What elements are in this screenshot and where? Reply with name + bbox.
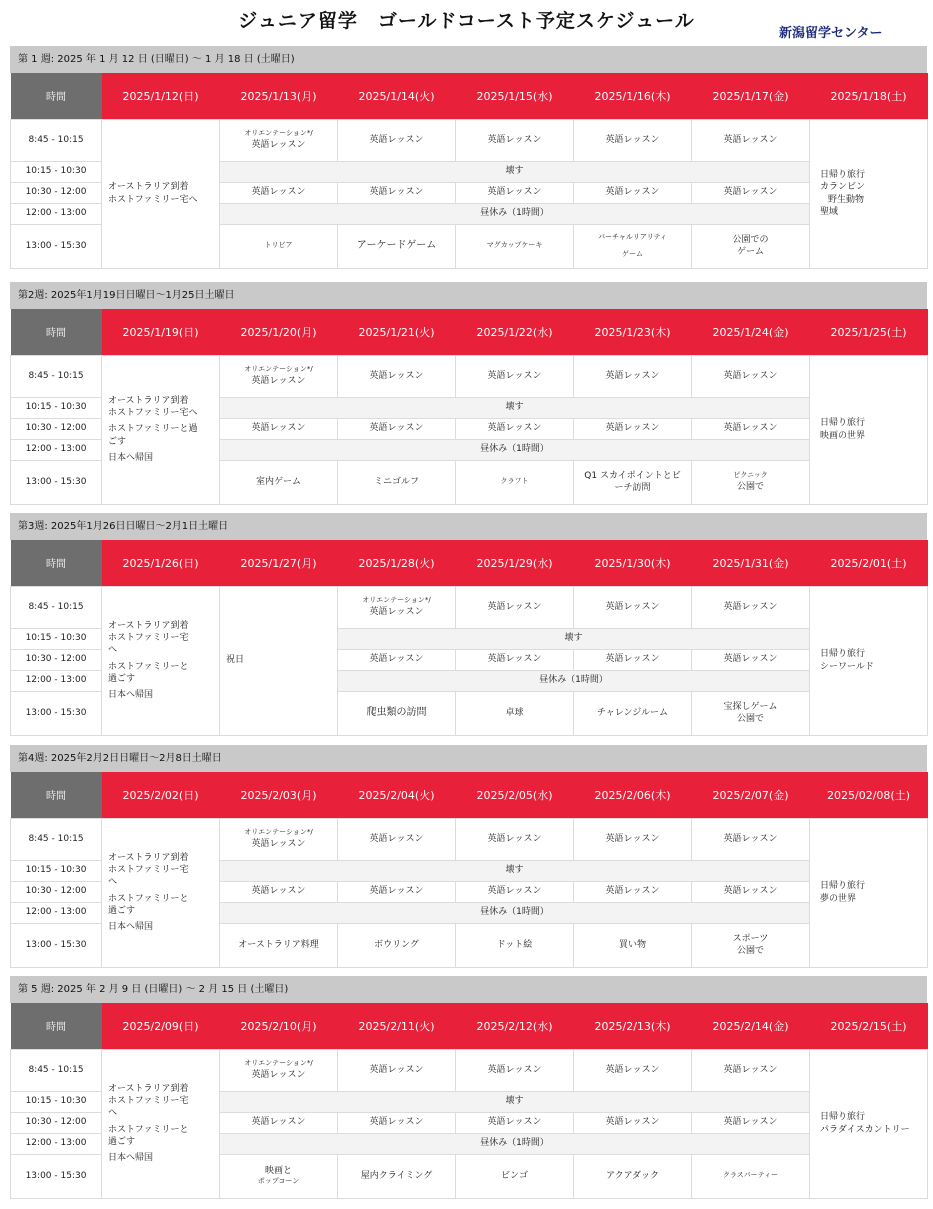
schedule-cell: 英語レッスン: [692, 649, 810, 670]
week-4-section: [10, 745, 927, 968]
time-slot: 10:15 - 10:30: [11, 860, 102, 881]
schedule-cell: 英語レッスン: [574, 355, 692, 397]
activity-cell: 公園での ゲーム: [692, 224, 810, 268]
time-slot: 10:30 - 12:00: [11, 1112, 102, 1133]
time-slot: 13:00 - 15:30: [11, 224, 102, 268]
date-header: 2025/1/17(金): [692, 73, 810, 119]
date-header: 2025/1/19(日): [102, 309, 220, 355]
schedule-cell: 英語レッスン: [338, 1112, 456, 1133]
activity-cell: クラスパーティー: [692, 1154, 810, 1198]
week-2-section: [10, 282, 927, 505]
schedule-cell: 英語レッスン: [692, 818, 810, 860]
schedule-cell: オリエンテーション*/ 英語レッスン: [220, 119, 338, 161]
schedule-cell: 英語レッスン: [574, 586, 692, 628]
schedule-cell: 英語レッスン: [338, 649, 456, 670]
schedule-cell: 英語レッスン: [456, 119, 574, 161]
week-5-section: [10, 976, 927, 1199]
date-header: 2025/1/15(水): [456, 73, 574, 119]
week-label: 第4週: 2025年2月2日日曜日～2月8日土曜日: [10, 745, 927, 772]
lunch-cell: 昼休み（1時間）: [220, 203, 810, 224]
time-slot: 12:00 - 13:00: [11, 203, 102, 224]
saturday-trip-cell: 日帰り旅行 映画の世界: [810, 355, 928, 504]
time-slot: 10:15 - 10:30: [11, 397, 102, 418]
activity-cell: 爬虫類の訪問: [338, 691, 456, 735]
date-header: 2025/2/15(土): [810, 1003, 928, 1049]
time-slot: 8:45 - 10:15: [11, 355, 102, 397]
schedule-cell: 英語レッスン: [574, 1049, 692, 1091]
date-header: 2025/2/12(水): [456, 1003, 574, 1049]
time-slot: 12:00 - 13:00: [11, 439, 102, 460]
time-header: 時間: [11, 309, 102, 355]
schedule-cell: 英語レッスン: [456, 355, 574, 397]
schedule-cell: オリエンテーション*/ 英語レッスン: [220, 355, 338, 397]
activity-cell: アーケードゲーム: [338, 224, 456, 268]
time-slot: 13:00 - 15:30: [11, 460, 102, 504]
time-slot: 8:45 - 10:15: [11, 586, 102, 628]
date-header: 2025/2/05(水): [456, 772, 574, 818]
activity-cell: ミニゴルフ: [338, 460, 456, 504]
arrival-cell: オーストラリア到着 ホストファミリー宅 へ ホストファミリーと 過ごす 日本へ帰国: [102, 818, 220, 967]
schedule-cell: 英語レッスン: [338, 1049, 456, 1091]
activity-cell: マグカップケーキ: [456, 224, 574, 268]
schedule-cell: 英語レッスン: [338, 182, 456, 203]
date-header: 2025/2/13(木): [574, 1003, 692, 1049]
date-header: 2025/1/27(月): [220, 540, 338, 586]
arrival-cell: オーストラリア到着 ホストファミリー宅へ ホストファミリーと過 ごす 日本へ帰国: [102, 355, 220, 504]
activity-cell: 室内ゲーム: [220, 460, 338, 504]
activity-cell: 映画と ポップコーン: [220, 1154, 338, 1198]
time-slot: 12:00 - 13:00: [11, 902, 102, 923]
time-slot: 10:30 - 12:00: [11, 418, 102, 439]
time-slot: 13:00 - 15:30: [11, 691, 102, 735]
activity-cell: チャレンジルーム: [574, 691, 692, 735]
schedule-cell: 英語レッスン: [338, 418, 456, 439]
time-slot: 10:30 - 12:00: [11, 649, 102, 670]
schedule-cell: 英語レッスン: [456, 586, 574, 628]
schedule-cell: 英語レッスン: [574, 182, 692, 203]
schedule-cell: 英語レッスン: [574, 881, 692, 902]
activity-cell: ピクニック 公園で: [692, 460, 810, 504]
schedule-cell: 英語レッスン: [692, 586, 810, 628]
time-slot: 8:45 - 10:15: [11, 818, 102, 860]
schedule-table: [10, 540, 928, 736]
schedule-cell: 英語レッスン: [456, 1049, 574, 1091]
schedule-table: [10, 772, 928, 968]
schedule-cell: 英語レッスン: [692, 881, 810, 902]
time-slot: 10:15 - 10:30: [11, 628, 102, 649]
schedule-cell: 英語レッスン: [692, 182, 810, 203]
week-label: 第 5 週: 2025 年 2 月 9 日 (日曜日) ～ 2 月 15 日 (土曜日): [10, 976, 927, 1003]
date-header: 2025/2/14(金): [692, 1003, 810, 1049]
time-slot: 10:30 - 12:00: [11, 182, 102, 203]
activity-cell: Q1 スカイポイントとビ ーチ訪問: [574, 460, 692, 504]
break-cell: 壊す: [220, 161, 810, 182]
week-1-section: [10, 46, 927, 269]
week-3-section: [10, 513, 927, 736]
date-header: 2025/2/04(火): [338, 772, 456, 818]
schedule-cell: 英語レッスン: [574, 418, 692, 439]
schedule-cell: オリエンテーション*/ 英語レッスン: [220, 1049, 338, 1091]
break-cell: 壊す: [220, 860, 810, 881]
date-header: 2025/1/22(水): [456, 309, 574, 355]
date-header: 2025/2/09(日): [102, 1003, 220, 1049]
schedule-cell: 英語レッスン: [574, 119, 692, 161]
schedule-cell: 英語レッスン: [338, 881, 456, 902]
activity-cell: オーストラリア料理: [220, 923, 338, 967]
activity-cell: ドット絵: [456, 923, 574, 967]
saturday-trip-cell: 日帰り旅行 シーワールド: [810, 586, 928, 735]
activity-cell: トリビア: [220, 224, 338, 268]
schedule-cell: 英語レッスン: [338, 355, 456, 397]
schedule-cell: 英語レッスン: [456, 1112, 574, 1133]
date-header: 2025/1/21(火): [338, 309, 456, 355]
activity-cell: 宝探しゲーム 公園で: [692, 691, 810, 735]
lunch-cell: 昼休み（1時間）: [220, 1133, 810, 1154]
time-slot: 13:00 - 15:30: [11, 923, 102, 967]
activity-cell: 屋内クライミング: [338, 1154, 456, 1198]
schedule-cell: 英語レッスン: [338, 119, 456, 161]
date-header: 2025/1/16(木): [574, 73, 692, 119]
schedule-cell: 英語レッスン: [692, 1049, 810, 1091]
time-header: 時間: [11, 772, 102, 818]
schedule-cell: 英語レッスン: [220, 1112, 338, 1133]
schedule-cell: 英語レッスン: [456, 182, 574, 203]
date-header: 2025/1/31(金): [692, 540, 810, 586]
schedule-cell: 英語レッスン: [692, 355, 810, 397]
arrival-cell: オーストラリア到着 ホストファミリー宅 へ ホストファミリーと 過ごす 日本へ帰国: [102, 1049, 220, 1198]
holiday-cell: 祝日: [220, 586, 338, 735]
activity-cell: ボウリング: [338, 923, 456, 967]
schedule-cell: 英語レッスン: [574, 818, 692, 860]
schedule-cell: オリエンテーション*/ 英語レッスン: [338, 586, 456, 628]
schedule-cell: 英語レッスン: [456, 881, 574, 902]
date-header: 2025/1/20(月): [220, 309, 338, 355]
activity-cell: スポーツ 公園で: [692, 923, 810, 967]
schedule-cell: 英語レッスン: [338, 818, 456, 860]
lunch-cell: 昼休み（1時間）: [220, 902, 810, 923]
arrival-cell: オーストラリア到着 ホストファミリー宅 へ ホストファミリーと 過ごす 日本へ帰国: [102, 586, 220, 735]
activity-cell: 買い物: [574, 923, 692, 967]
date-header: 2025/02/08(土): [810, 772, 928, 818]
time-slot: 8:45 - 10:15: [11, 119, 102, 161]
week-label: 第 1 週: 2025 年 1 月 12 日 (日曜日) ～ 1 月 18 日 (土曜日): [10, 46, 927, 73]
time-slot: 12:00 - 13:00: [11, 1133, 102, 1154]
activity-cell: アクアダック: [574, 1154, 692, 1198]
schedule-table: [10, 1003, 928, 1199]
activity-cell: バーチャルリアリティ ゲーム: [574, 224, 692, 268]
break-cell: 壊す: [338, 628, 810, 649]
activity-cell: クラフト: [456, 460, 574, 504]
time-header: 時間: [11, 540, 102, 586]
date-header: 2025/1/24(金): [692, 309, 810, 355]
date-header: 2025/1/30(木): [574, 540, 692, 586]
schedule-cell: 英語レッスン: [574, 1112, 692, 1133]
date-header: 2025/1/25(土): [810, 309, 928, 355]
schedule-cell: 英語レッスン: [220, 881, 338, 902]
date-header: 2025/1/14(火): [338, 73, 456, 119]
date-header: 2025/2/10(月): [220, 1003, 338, 1049]
schedule-cell: 英語レッスン: [692, 1112, 810, 1133]
schedule-cell: 英語レッスン: [220, 418, 338, 439]
schedule-cell: 英語レッスン: [692, 119, 810, 161]
date-header: 2025/2/06(木): [574, 772, 692, 818]
date-header: 2025/1/28(火): [338, 540, 456, 586]
saturday-trip-cell: 日帰り旅行 パラダイスカントリー: [810, 1049, 928, 1198]
schedule-cell: 英語レッスン: [456, 649, 574, 670]
date-header: 2025/1/13(月): [220, 73, 338, 119]
date-header: 2025/1/26(日): [102, 540, 220, 586]
date-header: 2025/2/03(月): [220, 772, 338, 818]
date-header: 2025/2/11(火): [338, 1003, 456, 1049]
schedule-cell: 英語レッスン: [220, 182, 338, 203]
time-slot: 10:15 - 10:30: [11, 1091, 102, 1112]
time-slot: 10:15 - 10:30: [11, 161, 102, 182]
time-slot: 12:00 - 13:00: [11, 670, 102, 691]
break-cell: 壊す: [220, 1091, 810, 1112]
schedule-cell: 英語レッスン: [456, 818, 574, 860]
schedule-cell: オリエンテーション*/ 英語レッスン: [220, 818, 338, 860]
date-header: 2025/1/23(木): [574, 309, 692, 355]
time-header: 時間: [11, 73, 102, 119]
schedule-table: [10, 309, 928, 505]
activity-cell: 卓球: [456, 691, 574, 735]
saturday-trip-cell: 日帰り旅行 夢の世界: [810, 818, 928, 967]
lunch-cell: 昼休み（1時間）: [338, 670, 810, 691]
time-slot: 8:45 - 10:15: [11, 1049, 102, 1091]
date-header: 2025/1/12(日): [102, 73, 220, 119]
schedule-cell: 英語レッスン: [692, 418, 810, 439]
activity-cell: ビンゴ: [456, 1154, 574, 1198]
break-cell: 壊す: [220, 397, 810, 418]
arrival-cell: オーストラリア到着 ホストファミリー宅へ: [102, 119, 220, 268]
schedule-table: [10, 73, 928, 269]
week-label: 第2週: 2025年1月19日日曜日～1月25日土曜日: [10, 282, 927, 309]
organization-name: 新潟留学センター: [779, 26, 883, 41]
time-header: 時間: [11, 1003, 102, 1049]
page-title: ジュニア留学 ゴールドコースト予定スケジュール: [238, 10, 695, 32]
week-label: 第3週: 2025年1月26日日曜日～2月1日土曜日: [10, 513, 927, 540]
date-header: 2025/2/07(金): [692, 772, 810, 818]
date-header: 2025/2/01(土): [810, 540, 928, 586]
time-slot: 13:00 - 15:30: [11, 1154, 102, 1198]
time-slot: 10:30 - 12:00: [11, 881, 102, 902]
date-header: 2025/1/18(土): [810, 73, 928, 119]
schedule-cell: 英語レッスン: [456, 418, 574, 439]
date-header: 2025/2/02(日): [102, 772, 220, 818]
lunch-cell: 昼休み（1時間）: [220, 439, 810, 460]
date-header: 2025/1/29(水): [456, 540, 574, 586]
saturday-trip-cell: 日帰り旅行 カランビン 野生動物 聖域: [810, 119, 928, 268]
schedule-cell: 英語レッスン: [574, 649, 692, 670]
